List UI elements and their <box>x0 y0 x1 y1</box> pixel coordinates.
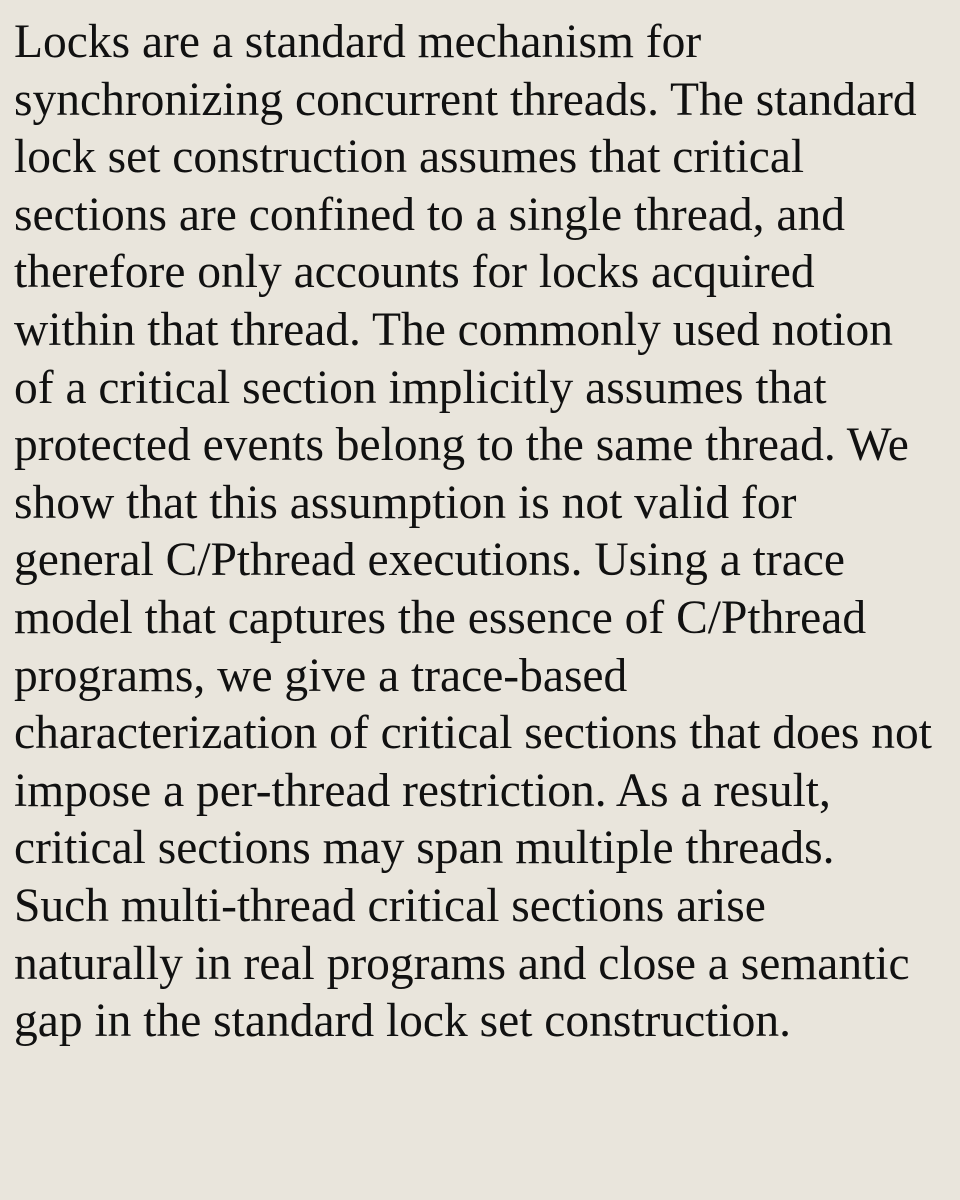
text-line: critical sections may span multiple threads. <box>14 822 835 875</box>
text-line: protected events belong to the same thread. We <box>14 419 909 472</box>
text-line: therefore only accounts for locks acquired <box>14 246 815 299</box>
text-line: naturally in real programs and close a semantic <box>14 937 910 990</box>
text-line: lock set construction assumes that critical <box>14 131 805 184</box>
abstract-paragraph <box>14 14 960 1051</box>
text-line: of a critical section implicitly assumes that <box>14 361 827 414</box>
text-line: characterization of critical sections that does not <box>14 707 932 760</box>
text-line: sections are confined to a single thread, and <box>14 188 845 241</box>
text-line: Locks are a standard mechanism for <box>14 16 702 68</box>
text-line: show that this assumption is not valid for <box>14 476 797 529</box>
text-line: programs, we give a trace-based <box>14 649 628 702</box>
text-line: gap in the standard lock set construction. <box>14 995 791 1048</box>
text-line: impose a per-thread restriction. As a result, <box>14 764 831 817</box>
text-line: within that thread. The commonly used notion <box>14 303 894 356</box>
text-line: Such multi-thread critical sections arise <box>14 879 766 932</box>
text-line: synchronizing concurrent threads. The standard <box>14 73 917 126</box>
text-line: general C/Pthread executions. Using a trace <box>14 534 845 587</box>
text-line: model that captures the essence of C/Pthread <box>14 591 867 644</box>
